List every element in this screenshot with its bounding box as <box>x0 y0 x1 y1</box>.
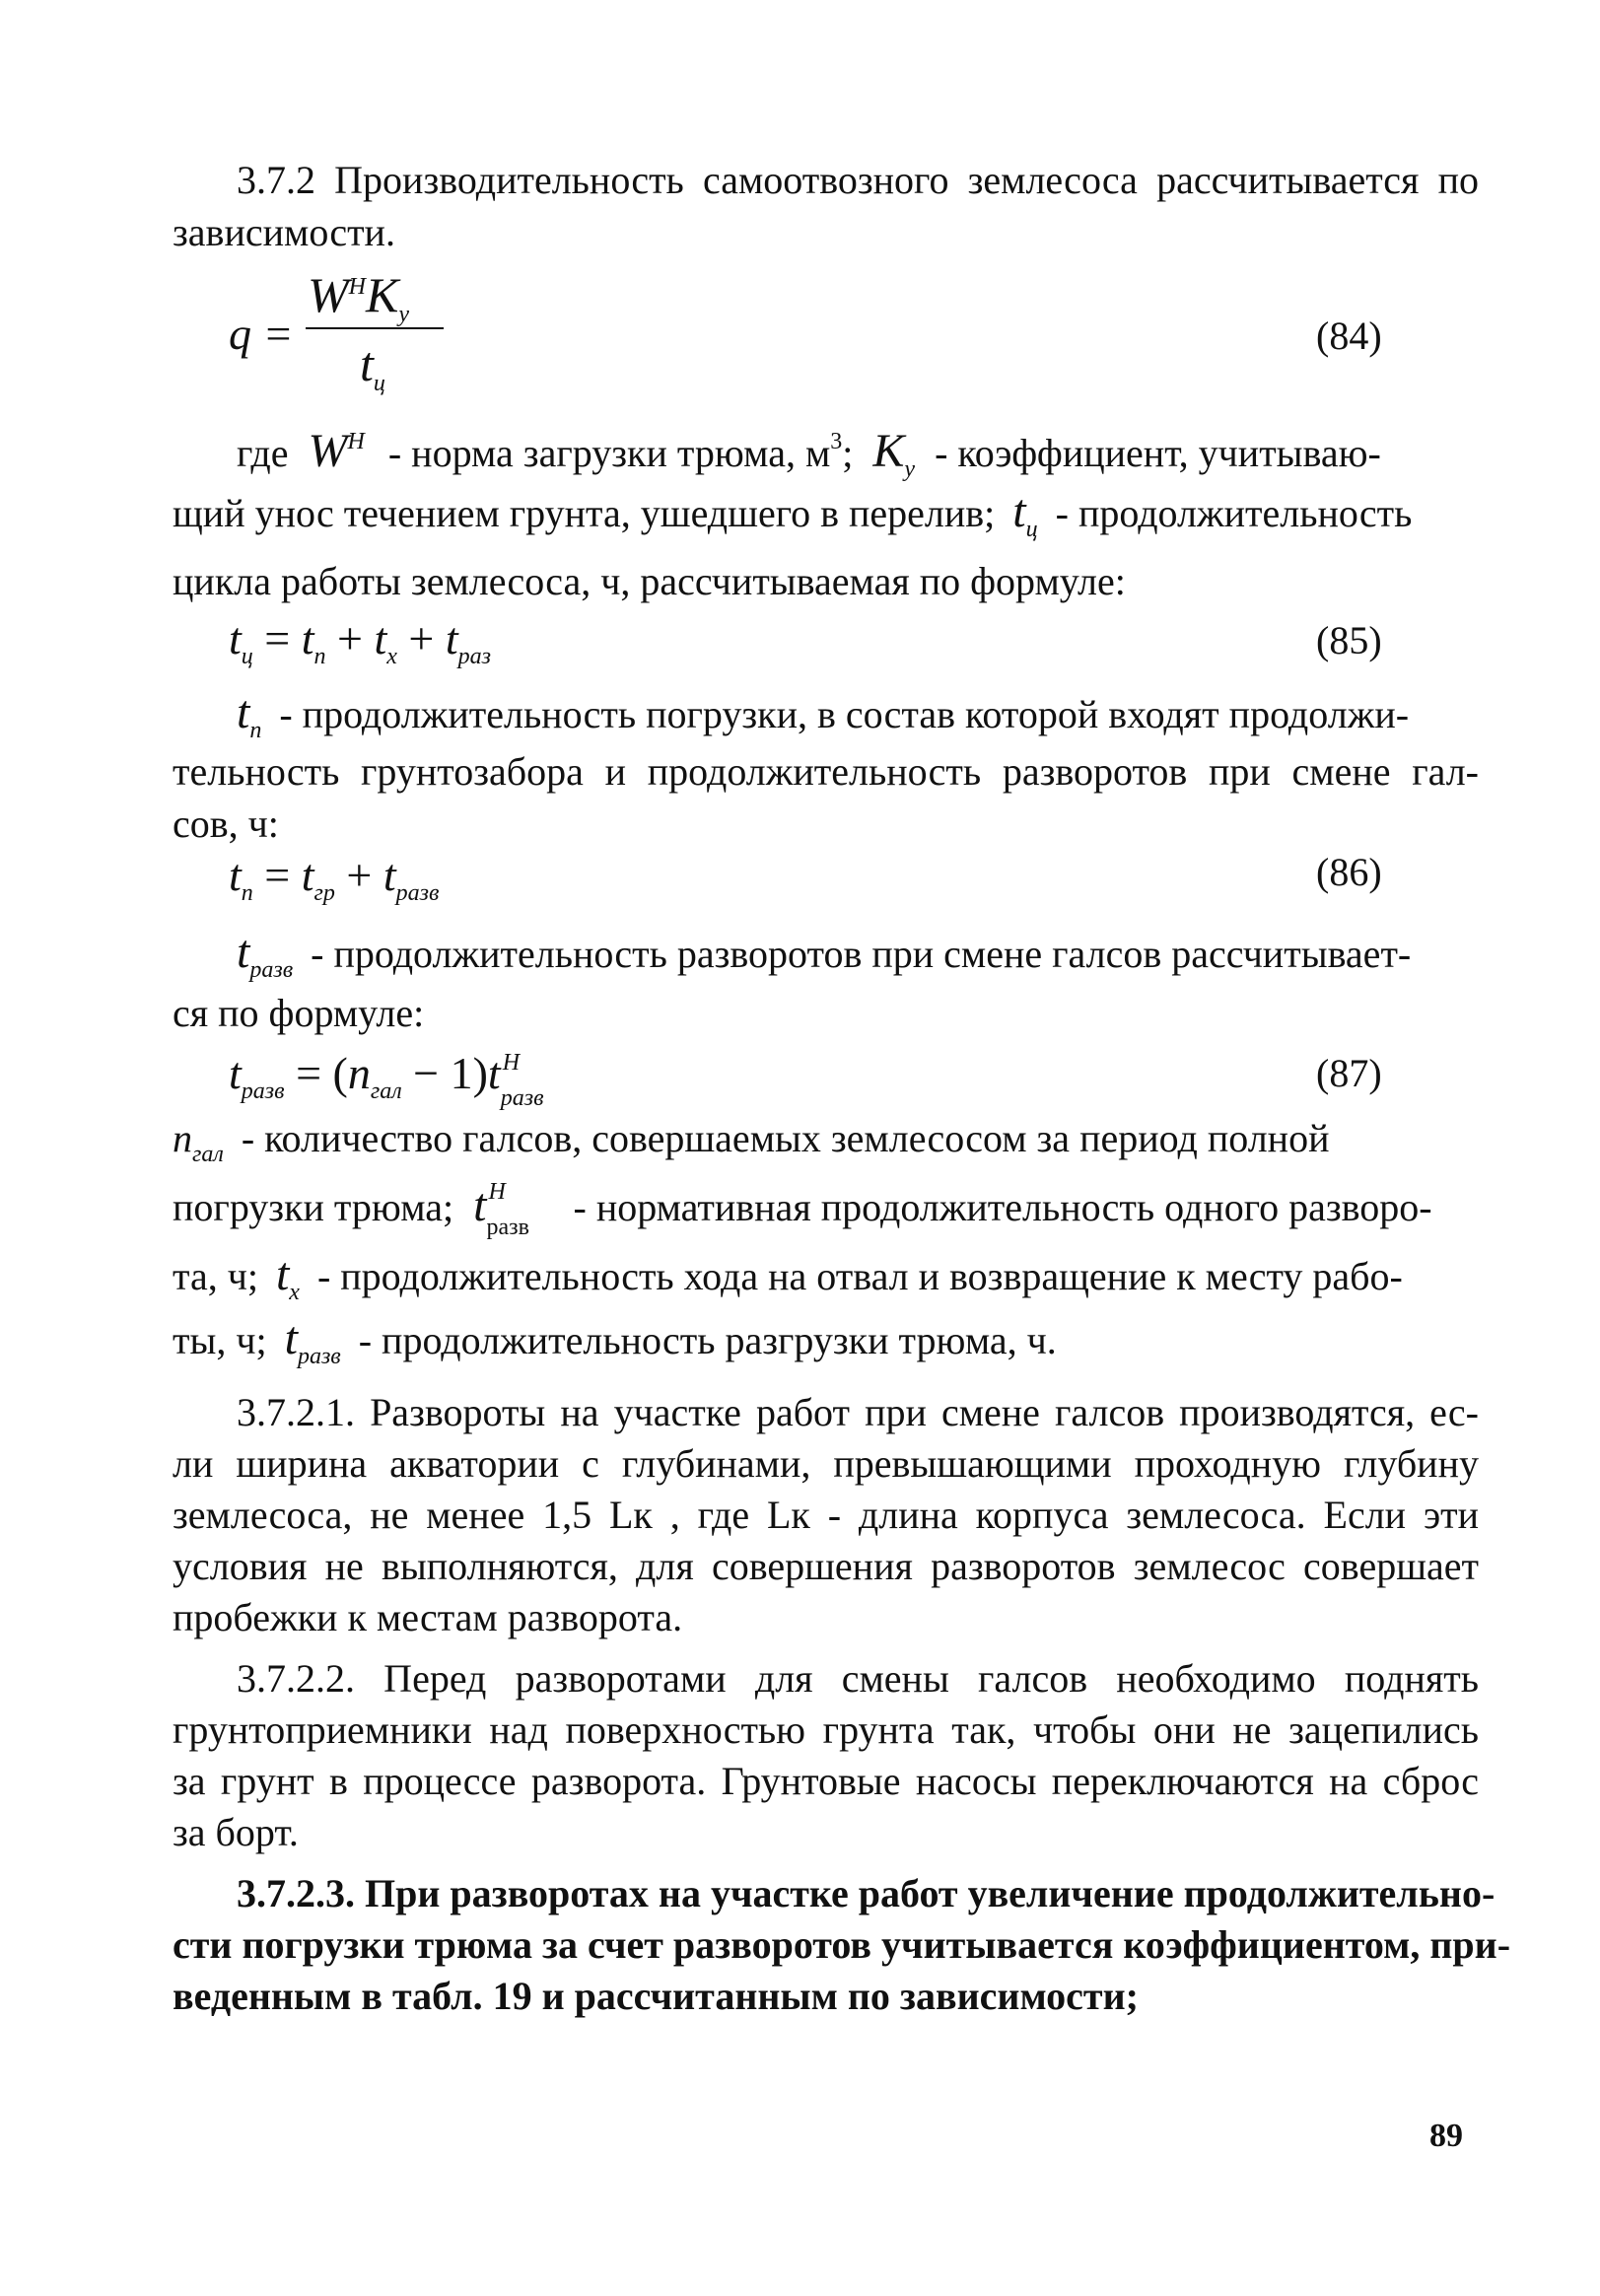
desc87-tH <box>473 1179 555 1240</box>
eq84-den-t: t <box>360 336 374 391</box>
eq87-t1: t <box>229 1048 242 1098</box>
eq86-plus: + <box>334 850 383 900</box>
eq87-formula <box>229 1048 570 1117</box>
desc87-tx-letter: t <box>275 1248 290 1300</box>
desc85-tp <box>237 686 262 743</box>
desc85-l1-text: - продолжительность погрузки, в состав которой входят продолжи- <box>279 692 1410 736</box>
where84-semicolon: ; <box>842 431 854 475</box>
eq87-n-sub: гал <box>370 1078 402 1104</box>
eq84-num-k-sub: y <box>398 302 410 327</box>
p3723-line-1: 3.7.2.3. При разворотах на участке работ увеличение продолжительно- <box>237 1871 1496 1915</box>
eq84-num-w: W <box>308 267 349 322</box>
where84-koef: - коэффициент, учитываю- <box>935 431 1381 475</box>
desc87-line-1 <box>173 1116 1329 1177</box>
eq85-t3: t <box>374 613 387 663</box>
where84-l2-text: щий унос течением грунта, ушедшего в перелив; <box>173 491 996 535</box>
desc87-line-4 <box>173 1312 1057 1379</box>
where84-k-sub: y <box>904 456 916 482</box>
eq87-minus: − 1) <box>401 1048 488 1098</box>
p3723-line-2: сти погрузки трюма за счет разворотов учитывается коэффициентом, при- <box>173 1922 1511 1967</box>
desc87-l4-b: - продолжительность разгрузки трюма, ч. <box>358 1318 1057 1362</box>
eq86-t2: t <box>301 850 314 900</box>
eq85-t4-sub: раз <box>457 644 492 669</box>
desc87-n-letter: n <box>173 1116 192 1160</box>
eq85-t2-sub: п <box>313 644 326 669</box>
eq87-t2-sub: разв <box>500 1085 544 1111</box>
desc86-trazv <box>237 926 294 983</box>
where84-l2-prod: - продолжительность <box>1055 491 1413 535</box>
eq85-t3-sub: х <box>386 644 397 669</box>
eq84-fraction-bar <box>306 327 444 329</box>
desc86-l1-text: - продолжительность разворотов при смене галсов рассчитывает- <box>311 932 1412 976</box>
p3721-line-1: 3.7.2.1. Развороты на участке работ при смене галсов производятся, ес- <box>237 1390 1479 1434</box>
eq85-t2: t <box>301 613 314 663</box>
p3721-line-2: ли ширина акватории с глубинами, превышающими проходную глубину <box>173 1441 1479 1486</box>
p3723-line-3: веденным в табл. 19 и рассчитанным по зависимости; <box>173 1974 1139 2018</box>
section-372-line-1: 3.7.2 Производительность самоотвозного землесоса рассчитывается по <box>237 158 1479 202</box>
where84-w-sup: H <box>347 429 365 454</box>
where84-k <box>872 425 916 482</box>
eq87-t2: t <box>487 1048 501 1098</box>
desc85-tp-letter: t <box>237 686 250 738</box>
eq84-lhs-text: q = <box>229 309 294 359</box>
desc87-tH-sub: разв <box>486 1215 529 1240</box>
eq84-denominator <box>360 335 385 397</box>
desc87-line-3 <box>173 1248 1403 1315</box>
where84-line-1 <box>237 419 1479 492</box>
p3722-line-3: за грунт в процессе разворота. Грунтовые насосы переключаются на сброс <box>173 1759 1479 1803</box>
where84-tc-sub: ц <box>1025 517 1038 542</box>
eq84-number: (84) <box>1316 313 1382 358</box>
desc87-tH-letter: t <box>473 1179 487 1231</box>
eq87-t1-sub: разв <box>241 1078 285 1104</box>
desc87-trazgr-letter: t <box>284 1312 298 1364</box>
eq85-t4: t <box>445 613 458 663</box>
desc87-tx-sub: x <box>289 1280 300 1305</box>
eq85-plus2: + <box>396 613 446 663</box>
desc87-l1-text: - количество галсов, совершаемых землесосом за период полной <box>241 1116 1330 1160</box>
p3721-line-5: пробежки к местам разворота. <box>173 1595 683 1639</box>
eq87-eq: = ( <box>284 1048 348 1098</box>
section-372-line-2: зависимости. <box>173 210 395 254</box>
where84-k-letter: K <box>872 425 905 477</box>
desc87-l4-a: ты, ч; <box>173 1318 267 1362</box>
desc87-ngal <box>173 1116 224 1167</box>
eq86-t1-sub: п <box>241 880 253 906</box>
where84-line-3: цикла работы землесоса, ч, рассчитываемая по формуле: <box>173 559 1126 603</box>
eq86-number: (86) <box>1316 850 1382 894</box>
where84-gde: где <box>237 431 289 475</box>
desc86-t-letter: t <box>237 926 250 978</box>
desc85-line-3: сов, ч: <box>173 801 279 846</box>
p3722-line-1: 3.7.2.2. Перед разворотами для смены галсов необходимо поднять <box>237 1656 1479 1701</box>
desc86-t-sub: разв <box>249 957 294 983</box>
eq85-t1: t <box>229 613 242 663</box>
eq85-number: (85) <box>1316 618 1382 662</box>
eq86-t2-sub: гр <box>313 880 335 906</box>
desc87-line-2 <box>173 1179 1432 1240</box>
eq84-den-sub: ц <box>373 371 385 396</box>
where84-norma: - норма загрузки трюма, м <box>387 431 831 475</box>
desc86-line-1 <box>237 926 1412 993</box>
eq87-number: (87) <box>1316 1051 1382 1095</box>
desc87-l3-a: та, ч; <box>173 1254 258 1298</box>
eq85-eq: = <box>252 613 302 663</box>
desc87-l2-b: - нормативная продолжительность одного разворо- <box>573 1185 1432 1229</box>
eq86-t3-sub: разв <box>395 880 440 906</box>
eq85-plus1: + <box>325 613 375 663</box>
p3722-line-2: грунтоприемники над поверхностью грунта так, чтобы они не зацепились <box>173 1707 1479 1752</box>
p3722-line-4: за борт. <box>173 1810 299 1854</box>
desc87-trazgr-sub: разв <box>297 1344 341 1369</box>
eq84-numerator <box>308 266 409 328</box>
where84-tc-letter: t <box>1012 485 1026 537</box>
desc87-tH-scripts <box>486 1179 556 1240</box>
page-number: 89 <box>1429 2118 1463 2154</box>
eq84-num-k: K <box>366 267 399 322</box>
eq86-eq: = <box>252 850 302 900</box>
eq84-lhs <box>229 309 294 360</box>
desc87-trazgr <box>284 1312 341 1369</box>
eq86-t1: t <box>229 850 242 900</box>
eq87-t2-sup: H <box>502 1050 521 1076</box>
p3721-line-4: условия не выполняются, для совершения разворотов землесос совершает <box>173 1544 1479 1588</box>
desc87-tx <box>275 1248 300 1305</box>
desc87-tH-sup: H <box>488 1179 506 1205</box>
desc87-l2-a: погрузки трюма; <box>173 1185 454 1229</box>
p3721-line-3: землесоса, не менее 1,5 Lк , где Lк - длина корпуса землесоса. Если эти <box>173 1493 1479 1537</box>
eq86-formula <box>229 850 439 919</box>
where84-line-2 <box>173 485 1413 552</box>
desc87-n-sub: гал <box>192 1142 224 1167</box>
eq87-n: n <box>347 1048 371 1098</box>
desc87-l3-b: - продолжительность хода на отвал и возвращение к месту рабо- <box>316 1254 1403 1298</box>
eq84-num-w-sup: H <box>348 274 366 300</box>
eq86-t3: t <box>383 850 396 900</box>
eq85-t1-sub: ц <box>241 644 253 669</box>
desc85-tp-sub: п <box>249 718 262 743</box>
eq85-formula <box>229 613 491 682</box>
eq87-t2-scripts <box>500 1050 570 1111</box>
where84-w-letter: W <box>308 425 348 477</box>
where84-w <box>309 425 365 477</box>
desc85-line-1 <box>237 686 1410 753</box>
desc85-line-2: тельность грунтозабора и продолжительность разворотов при смене гал- <box>173 749 1479 794</box>
where84-tc <box>1012 485 1038 542</box>
desc86-line-2: ся по формуле: <box>173 991 425 1035</box>
where84-m3-sup: 3 <box>830 429 843 454</box>
